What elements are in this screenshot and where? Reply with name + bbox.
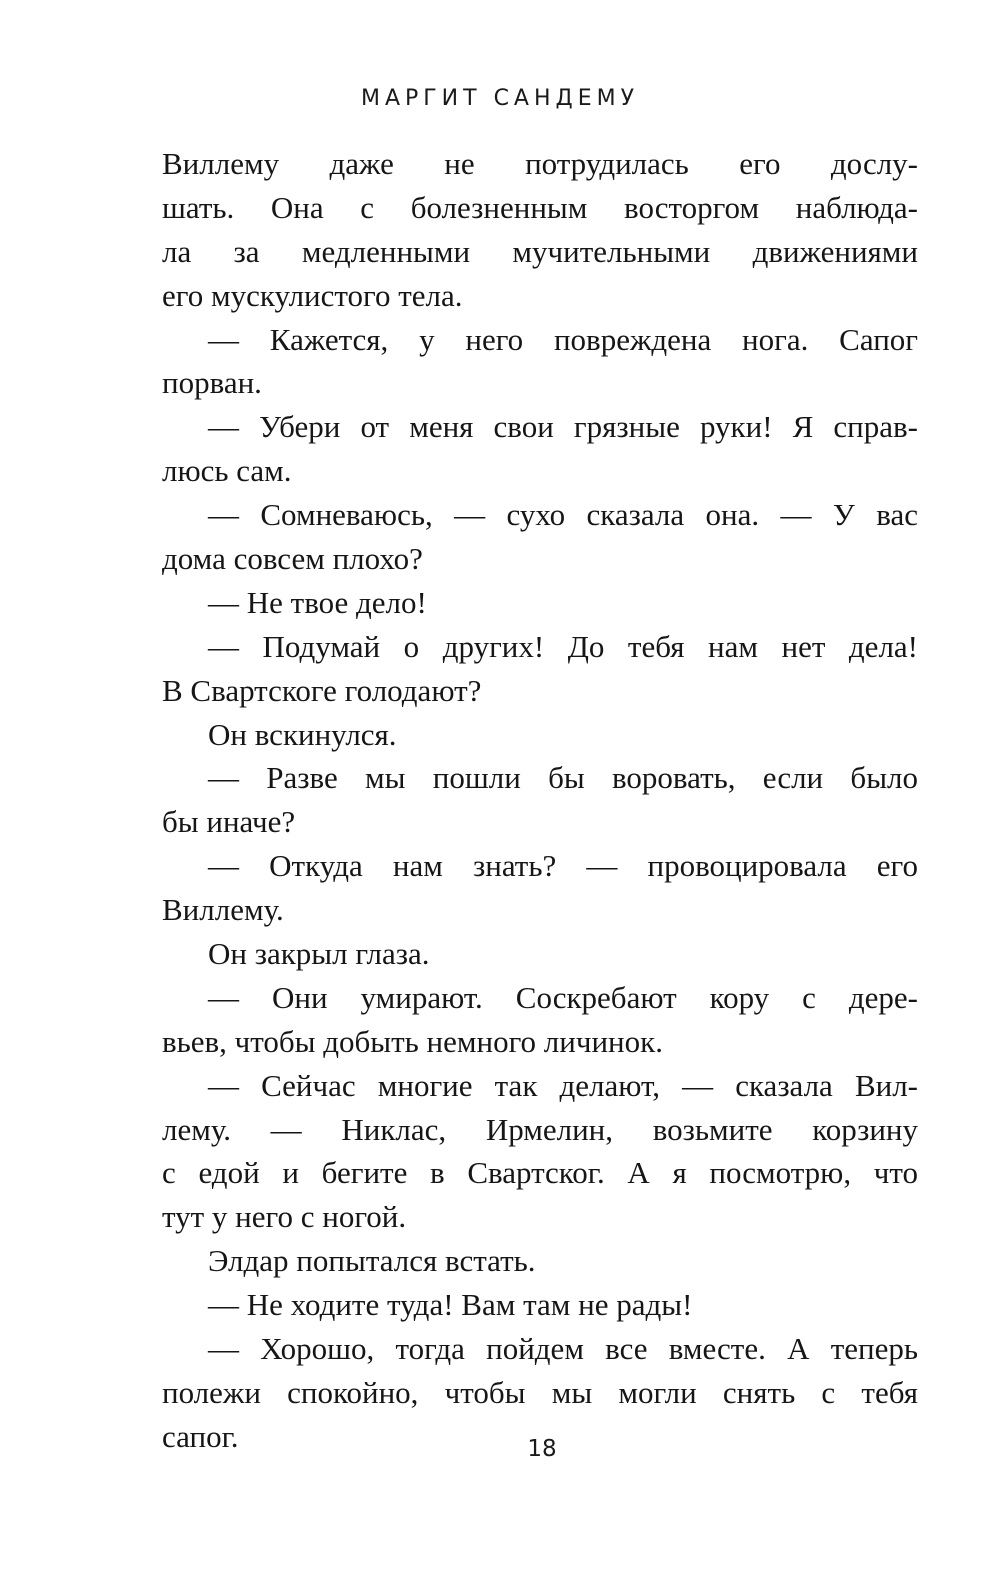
page-number: 18 bbox=[527, 1436, 557, 1462]
running-title: МАРГИТ САНДЕМУ bbox=[360, 86, 640, 111]
text-line: дома совсем плохо? bbox=[162, 541, 423, 577]
text-line: — Не твое дело! bbox=[208, 584, 427, 620]
text-line: Он закрыл глаза. bbox=[208, 936, 430, 972]
text-line: — Кажется, у него повреждена нога. Сапог bbox=[208, 321, 918, 357]
text-line: ла за медленными мучительными движениями bbox=[162, 233, 918, 269]
text-line: — Сейчас многие так делают, — сказала Вил- bbox=[208, 1067, 918, 1103]
text-line: вьев, чтобы добыть немного личинок. bbox=[162, 1023, 663, 1059]
text-line: порван. bbox=[162, 365, 262, 401]
text-line: — Убери от меня свои грязные руки! Я справ- bbox=[208, 409, 918, 445]
text-line: бы иначе? bbox=[162, 804, 296, 840]
text-line: — Разве мы пошли бы воровать, если было bbox=[208, 760, 918, 796]
text-line: люсь сам. bbox=[162, 453, 292, 489]
text-line: полежи спокойно, чтобы мы могли снять с тебя bbox=[162, 1374, 918, 1410]
text-line: лему. — Никлас, Ирмелин, возьмите корзину bbox=[162, 1111, 918, 1147]
text-line: тут у него с ногой. bbox=[162, 1199, 407, 1235]
text-line: Виллему. bbox=[162, 892, 284, 928]
text-line: — Подумай о других! До тебя нам нет дела! bbox=[208, 628, 918, 664]
text-line: с едой и бегите в Свартског. А я посмотрю, что bbox=[162, 1155, 918, 1191]
text-line: Виллему даже не потрудилась его дослу- bbox=[162, 146, 918, 181]
text-line: шать. Она с болезненным восторгом наблюда- bbox=[162, 189, 918, 225]
text-line: — Хорошо, тогда пойдем все вместе. А теперь bbox=[208, 1331, 918, 1367]
text-line: сапог. bbox=[162, 1418, 239, 1454]
text-line: В Свартскоге голодают? bbox=[162, 672, 482, 708]
text-line: — Они умирают. Соскребают кору с дере- bbox=[208, 979, 918, 1015]
body-text bbox=[162, 142, 918, 1459]
text-line: — Сомневаюсь, — сухо сказала она. — У вас bbox=[208, 497, 918, 533]
text-line: — Откуда нам знать? — провоцировала его bbox=[208, 848, 918, 884]
text-line: — Не ходите туда! Вам там не рады! bbox=[208, 1287, 693, 1323]
text-line: его мускулистого тела. bbox=[162, 277, 463, 313]
text-line: Элдар попытался встать. bbox=[208, 1243, 536, 1279]
text-line: Он вскинулся. bbox=[208, 716, 397, 752]
